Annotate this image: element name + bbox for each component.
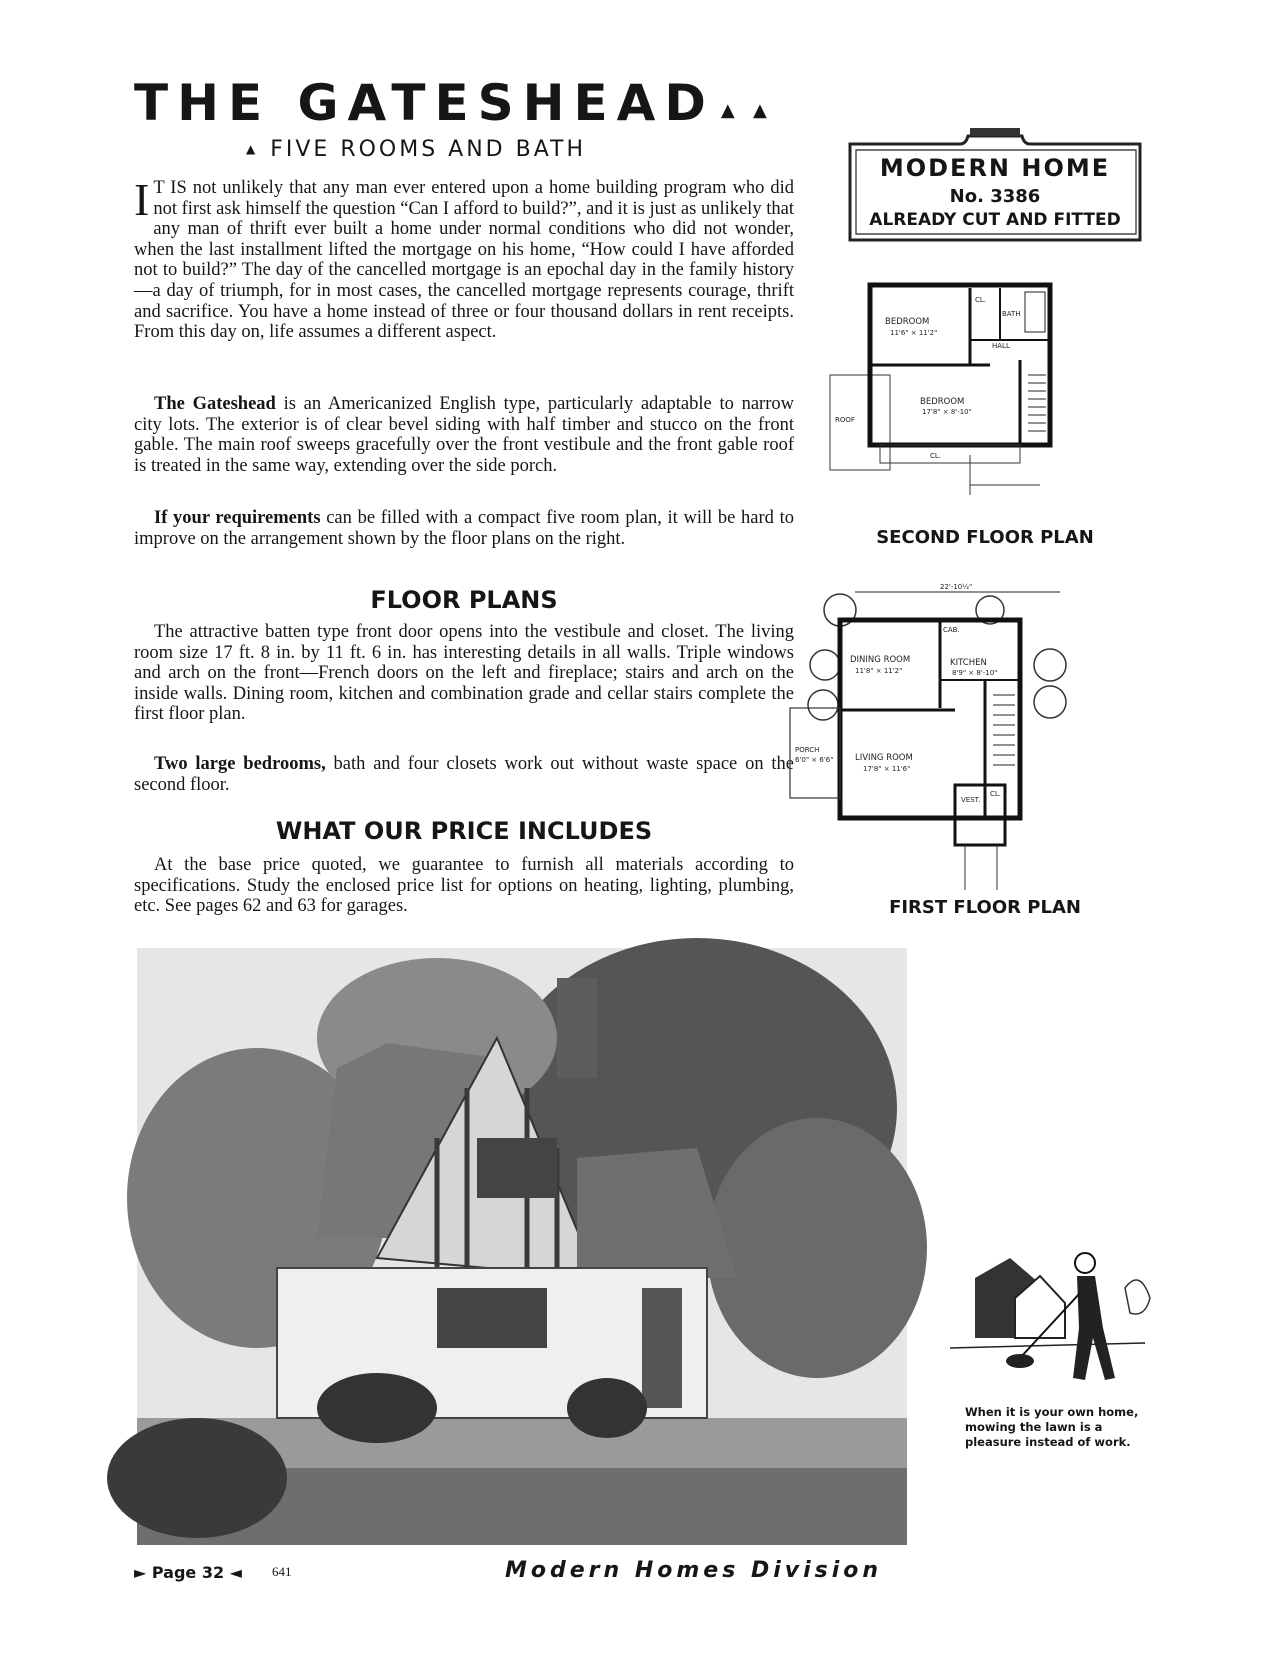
subtitle: [246, 137, 586, 162]
catalog-number: 641: [272, 1564, 292, 1579]
paragraph-lead: The Gateshead: [154, 394, 276, 414]
porch-label: PORCH: [795, 746, 820, 754]
lawn-mower-illustration: [945, 1248, 1155, 1398]
floor-plans-paragraph: The attractive batten type front door opens into the vestibule and closet. The living room size 17 ft. 8 in. by 11 ft. 6 in. has interesting details in all walls. Triple windows and arch on the front—French doors on the left and fireplace; stairs and arch on the inside walls. Dining room, kitchen and combination grade and cellar stairs complete the first floor plan.: [134, 622, 794, 725]
first-floor-caption: FIRST FLOOR PLAN: [889, 897, 1081, 918]
second-floor-caption: SECOND FLOOR PLAN: [876, 527, 1094, 548]
dining-room-size: 11'8" × 11'2": [855, 667, 903, 675]
vestibule-label: VEST.: [961, 796, 981, 804]
dining-room-label: DINING ROOM: [850, 655, 911, 665]
living-room-label: LIVING ROOM: [855, 753, 913, 763]
division-name: Modern Homes Division: [505, 1558, 883, 1583]
first-floor-plan: [795, 580, 1145, 890]
closet-label: CL.: [990, 790, 1002, 798]
title-marks: ▲ ▲: [720, 100, 773, 121]
second-floor-plan: [835, 280, 1105, 525]
paragraph-text: bath and four closets work out without waste space on the second floor.: [134, 754, 795, 795]
model-badge: [840, 122, 1150, 252]
floor-plans-heading: FLOOR PLANS: [370, 586, 558, 614]
house-illustration: [137, 948, 907, 1545]
porch-size: 6'0" × 6'6": [795, 756, 834, 764]
bedrooms-paragraph: [134, 754, 794, 795]
closet-label-2: CL.: [930, 452, 942, 460]
paragraph-lead: If your requirements: [154, 508, 321, 528]
bedroom-1-size: 11'6" × 11'2": [890, 329, 938, 337]
paragraph-text: is an Americanized English type, particularly adaptable to narrow city lots. The exterior is of clear bevel siding with half timber and stucco on the front gable. The main roof sweeps gracefully over the front vestibule and the front gable roof is treated in the same way, extending over the side porch.: [134, 394, 794, 476]
kitchen-label: KITCHEN: [950, 658, 987, 668]
page-number: ► Page 32 ◄: [134, 1563, 242, 1582]
title-text: THE GATESHEAD: [134, 74, 715, 132]
bedroom-1-label: BEDROOM: [885, 317, 930, 327]
badge-line-1: MODERN HOME: [879, 154, 1111, 182]
intro-paragraph: [134, 174, 794, 343]
roof-label: ROOF: [835, 416, 855, 424]
page-title: [134, 74, 773, 132]
requirements-paragraph: [134, 508, 794, 549]
drop-cap: I: [134, 174, 150, 225]
bedroom-2-label: BEDROOM: [920, 397, 965, 407]
badge-model-number: No. 3386: [949, 186, 1041, 207]
bath-label: BATH: [1002, 310, 1021, 318]
bedroom-2-size: 17'8" × 8'-10": [922, 408, 972, 416]
badge-line-3: ALREADY CUT AND FITTED: [869, 210, 1121, 230]
cabinet-label: CAB.: [943, 626, 960, 634]
width-dimension: 22'-10½": [940, 583, 973, 591]
living-room-size: 17'8" × 11'6": [863, 765, 911, 773]
intro-text: T IS not unlikely that any man ever entered upon a home building program who did not first ask himself the question “Can I afford to build?”, and it is just as unlikely that any man of thrift ever built a home under normal conditions who did not wonder, when the last installment lifted the mortgage on his home, “How could I have afforded not to build?” The day of the cancelled mortgage is an epochal day in the family history—a day of triumph, for in most cases, the cancelled mortgage represents courage, thrift and sacrifice. You have a home instead of three or four thousand dollars in rent receipts. From this day on, life assumes a different aspect.: [134, 178, 794, 343]
closet-label: CL.: [975, 296, 987, 304]
mower-caption: When it is your own home, mowing the lawn is a pleasure instead of work.: [965, 1405, 1139, 1449]
paragraph-lead: Two large bedrooms,: [154, 754, 326, 774]
price-heading: WHAT OUR PRICE INCLUDES: [275, 817, 653, 845]
price-paragraph: At the base price quoted, we guarantee to furnish all materials according to specifications. Study the enclosed price list for options on heating, lighting, plumbing, etc. See pages 62 and 63 for garages.: [134, 855, 794, 917]
subtitle-text: FIVE ROOMS AND BATH: [270, 137, 587, 162]
gateshead-paragraph: [134, 394, 794, 476]
hall-label: HALL: [992, 342, 1010, 350]
paragraph-text: can be filled with a compact five room plan, it will be hard to improve on the arrangement shown by the floor plans on the right.: [134, 508, 794, 549]
subtitle-mark: ▲: [246, 142, 259, 156]
kitchen-size: 8'9" × 8'-10": [952, 669, 998, 677]
